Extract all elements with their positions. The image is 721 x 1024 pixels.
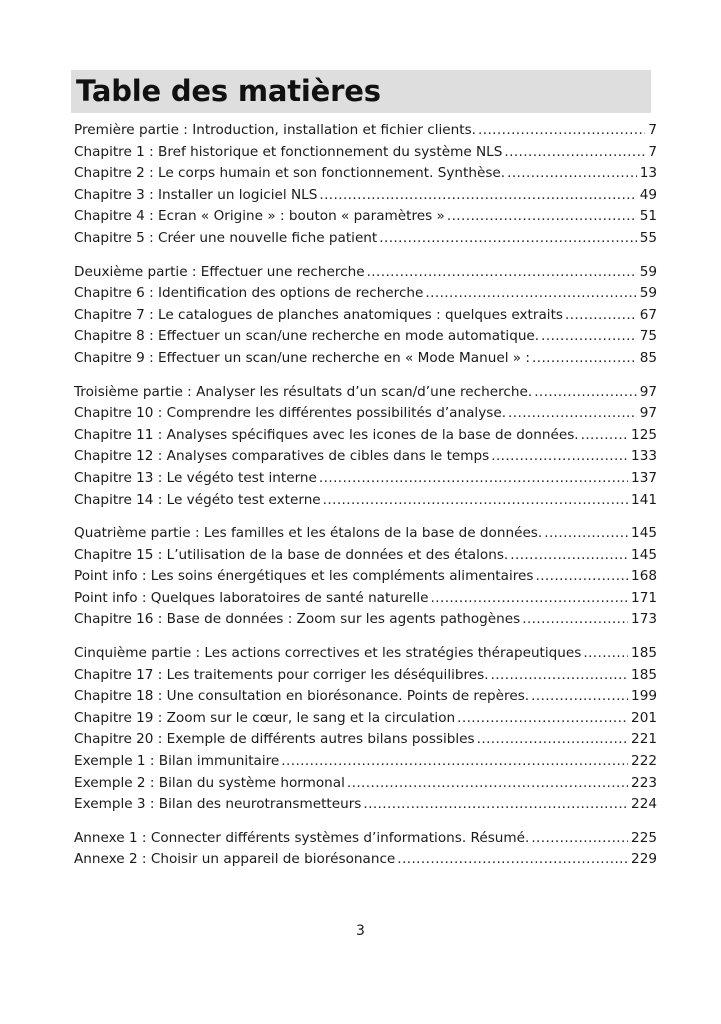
toc-section [74, 120, 657, 250]
toc-entry[interactable] [74, 446, 657, 468]
dot-leader [581, 425, 628, 447]
toc-entry-page: 171 [631, 589, 657, 606]
toc-entry-page: 168 [631, 568, 657, 585]
toc-entry-label: Chapitre 10 : Comprendre les différentes possibilités d’analyse. [74, 405, 507, 422]
toc-entry-label: Chapitre 11 : Analyses spécifiques avec les icones de la base de données. [74, 426, 579, 443]
toc-entry-page: 13 [639, 165, 657, 182]
title-banner [71, 70, 651, 113]
dot-leader [583, 643, 628, 665]
toc-entry-label: Chapitre 15 : L’utilisation de la base de données et des étalons. [74, 546, 509, 563]
table-of-contents [74, 120, 657, 883]
dot-leader [508, 403, 637, 425]
dot-leader [367, 262, 637, 284]
toc-entry-label: Chapitre 12 : Analyses comparatives de cibles dans le temps [74, 448, 490, 465]
dot-leader [425, 283, 636, 305]
toc-entry-label: Chapitre 19 : Zoom sur le cœur, le sang et la circulation [74, 709, 456, 726]
toc-entry[interactable] [74, 686, 657, 708]
dot-leader [531, 686, 628, 708]
toc-section [74, 643, 657, 816]
toc-entry[interactable] [74, 163, 657, 185]
toc-entry[interactable] [74, 206, 657, 228]
toc-entry[interactable] [74, 425, 657, 447]
toc-entry-page: 145 [631, 525, 657, 542]
dot-leader [319, 468, 628, 490]
toc-entry[interactable] [74, 773, 657, 795]
toc-entry-page: 185 [631, 666, 657, 683]
toc-entry[interactable] [74, 326, 657, 348]
toc-entry-label: Chapitre 17 : Les traitements pour corriger les déséquilibres. [74, 666, 489, 683]
toc-entry-label: Chapitre 20 : Exemple de différents autres bilans possibles [74, 731, 475, 748]
toc-entry-label: Chapitre 7 : Le catalogues de planches anatomiques : quelques extraits [74, 306, 563, 323]
toc-entry-page: 51 [639, 208, 657, 225]
toc-entry-label: Point info : Quelques laboratoires de santé naturelle [74, 589, 429, 606]
dot-leader [532, 348, 637, 370]
dot-leader [478, 120, 645, 142]
toc-entry-label: Annexe 1 : Connecter différents systèmes d’informations. Résumé. [74, 829, 530, 846]
toc-entry[interactable] [74, 185, 657, 207]
toc-entry-label: Exemple 1 : Bilan immunitaire [74, 753, 280, 770]
toc-entry-page: 173 [631, 611, 657, 628]
toc-entry-label: Chapitre 18 : Une consultation en biorésonance. Points de repères. [74, 688, 530, 705]
toc-entry[interactable] [74, 262, 657, 284]
toc-entry-label: Chapitre 6 : Identification des options de recherche [74, 285, 424, 302]
toc-entry-label: Chapitre 9 : Effectuer un scan/une recherche en « Mode Manuel » : [74, 349, 531, 366]
toc-entry-page: 225 [631, 829, 657, 846]
dot-leader [491, 665, 628, 687]
toc-entry-page: 141 [631, 491, 657, 508]
toc-entry-label: Point info : Les soins énergétiques et les compléments alimentaires [74, 568, 534, 585]
toc-entry-page: 67 [639, 306, 657, 323]
toc-entry-label: Chapitre 13 : Le végéto test interne [74, 469, 317, 486]
dot-leader [510, 545, 628, 567]
toc-entry[interactable] [74, 588, 657, 610]
toc-entry-page: 223 [631, 774, 657, 791]
toc-entry-label: Deuxième partie : Effectuer une recherche [74, 263, 365, 280]
toc-entry-label: Cinquième partie : Les actions correctives et les stratégies thérapeutiques [74, 645, 582, 662]
toc-entry[interactable] [74, 849, 657, 871]
toc-entry[interactable] [74, 794, 657, 816]
dot-leader [447, 206, 637, 228]
toc-entry-page: 49 [639, 186, 657, 203]
dot-leader [565, 305, 637, 327]
dot-leader [457, 708, 628, 730]
dot-leader [534, 382, 637, 404]
toc-entry-page: 185 [631, 645, 657, 662]
toc-entry[interactable] [74, 523, 657, 545]
toc-section [74, 382, 657, 512]
toc-entry-page: 199 [631, 688, 657, 705]
toc-entry[interactable] [74, 142, 657, 164]
toc-entry-label: Chapitre 1 : Bref historique et fonctionnement du système NLS [74, 143, 503, 160]
dot-leader [323, 490, 628, 512]
toc-entry-page: 7 [648, 122, 657, 138]
dot-leader [541, 326, 637, 348]
dot-leader [535, 566, 628, 588]
toc-entry-label: Chapitre 5 : Créer une nouvelle fiche patient [74, 229, 378, 246]
toc-entry-label: Annexe 2 : Choisir un appareil de biorésonance [74, 851, 396, 868]
toc-entry[interactable] [74, 828, 657, 850]
toc-entry-page: 59 [639, 285, 657, 302]
toc-entry[interactable] [74, 305, 657, 327]
toc-entry[interactable] [74, 348, 657, 370]
toc-entry-label: Exemple 2 : Bilan du système hormonal [74, 774, 345, 791]
toc-entry-page: 145 [631, 546, 657, 563]
toc-entry-label: Chapitre 2 : Le corps humain et son fonctionnement. Synthèse. [74, 165, 506, 182]
dot-leader [531, 828, 628, 850]
dot-leader [319, 185, 636, 207]
toc-entry[interactable] [74, 490, 657, 512]
toc-section [74, 262, 657, 370]
toc-entry[interactable] [74, 609, 657, 631]
toc-entry-page: 125 [631, 426, 657, 443]
toc-entry-label: Chapitre 3 : Installer un logiciel NLS [74, 186, 318, 203]
toc-entry[interactable] [74, 382, 657, 404]
toc-entry-page: 97 [639, 405, 657, 422]
toc-entry[interactable] [74, 403, 657, 425]
dot-leader [504, 142, 645, 164]
dot-leader [397, 849, 628, 871]
toc-entry[interactable] [74, 120, 657, 142]
dot-leader [363, 794, 628, 816]
toc-entry[interactable] [74, 665, 657, 687]
dot-leader [507, 163, 637, 185]
toc-entry[interactable] [74, 751, 657, 773]
toc-entry[interactable] [74, 566, 657, 588]
page-number: 3 [356, 923, 365, 939]
toc-entry-page: 59 [639, 263, 657, 280]
toc-entry-page: 201 [631, 709, 657, 726]
toc-entry-page: 55 [639, 229, 657, 246]
toc-section [74, 828, 657, 871]
toc-entry-page: 137 [631, 469, 657, 486]
toc-entry-label: Exemple 3 : Bilan des neurotransmetteurs [74, 796, 362, 813]
toc-section [74, 523, 657, 631]
toc-entry-label: Chapitre 8 : Effectuer un scan/une recherche en mode automatique. [74, 328, 540, 345]
toc-entry[interactable] [74, 545, 657, 567]
toc-entry[interactable] [74, 283, 657, 305]
dot-leader [544, 523, 628, 545]
toc-entry-label: Quatrième partie : Les familles et les étalons de la base de données. [74, 525, 543, 542]
toc-entry[interactable] [74, 643, 657, 665]
toc-entry[interactable] [74, 729, 657, 751]
toc-entry-page: 133 [631, 448, 657, 465]
toc-entry-page: 7 [648, 143, 657, 160]
toc-entry-label: Première partie : Introduction, installation et fichier clients. [74, 122, 477, 138]
dot-leader [431, 588, 629, 610]
toc-entry-label: Chapitre 14 : Le végéto test externe [74, 491, 321, 508]
toc-entry-page: 97 [639, 383, 657, 400]
dot-leader [491, 446, 628, 468]
toc-entry-page: 221 [631, 731, 657, 748]
toc-entry-label: Troisième partie : Analyser les résultats d’un scan/d’une recherche. [74, 383, 533, 400]
toc-entry[interactable] [74, 468, 657, 490]
toc-entry[interactable] [74, 228, 657, 250]
toc-entry-page: 75 [639, 328, 657, 345]
toc-entry-page: 222 [631, 753, 657, 770]
dot-leader [379, 228, 636, 250]
toc-entry-page: 85 [639, 349, 657, 366]
toc-entry[interactable] [74, 708, 657, 730]
dot-leader [281, 751, 628, 773]
toc-entry-page: 224 [631, 796, 657, 813]
dot-leader [347, 773, 628, 795]
toc-entry-page: 229 [631, 851, 657, 868]
dot-leader [522, 609, 628, 631]
page-title: Table des matières [76, 74, 381, 108]
toc-entry-label: Chapitre 16 : Base de données : Zoom sur les agents pathogènes [74, 611, 521, 628]
dot-leader [477, 729, 628, 751]
toc-entry-label: Chapitre 4 : Ecran « Origine » : bouton « paramètres » [74, 208, 445, 225]
